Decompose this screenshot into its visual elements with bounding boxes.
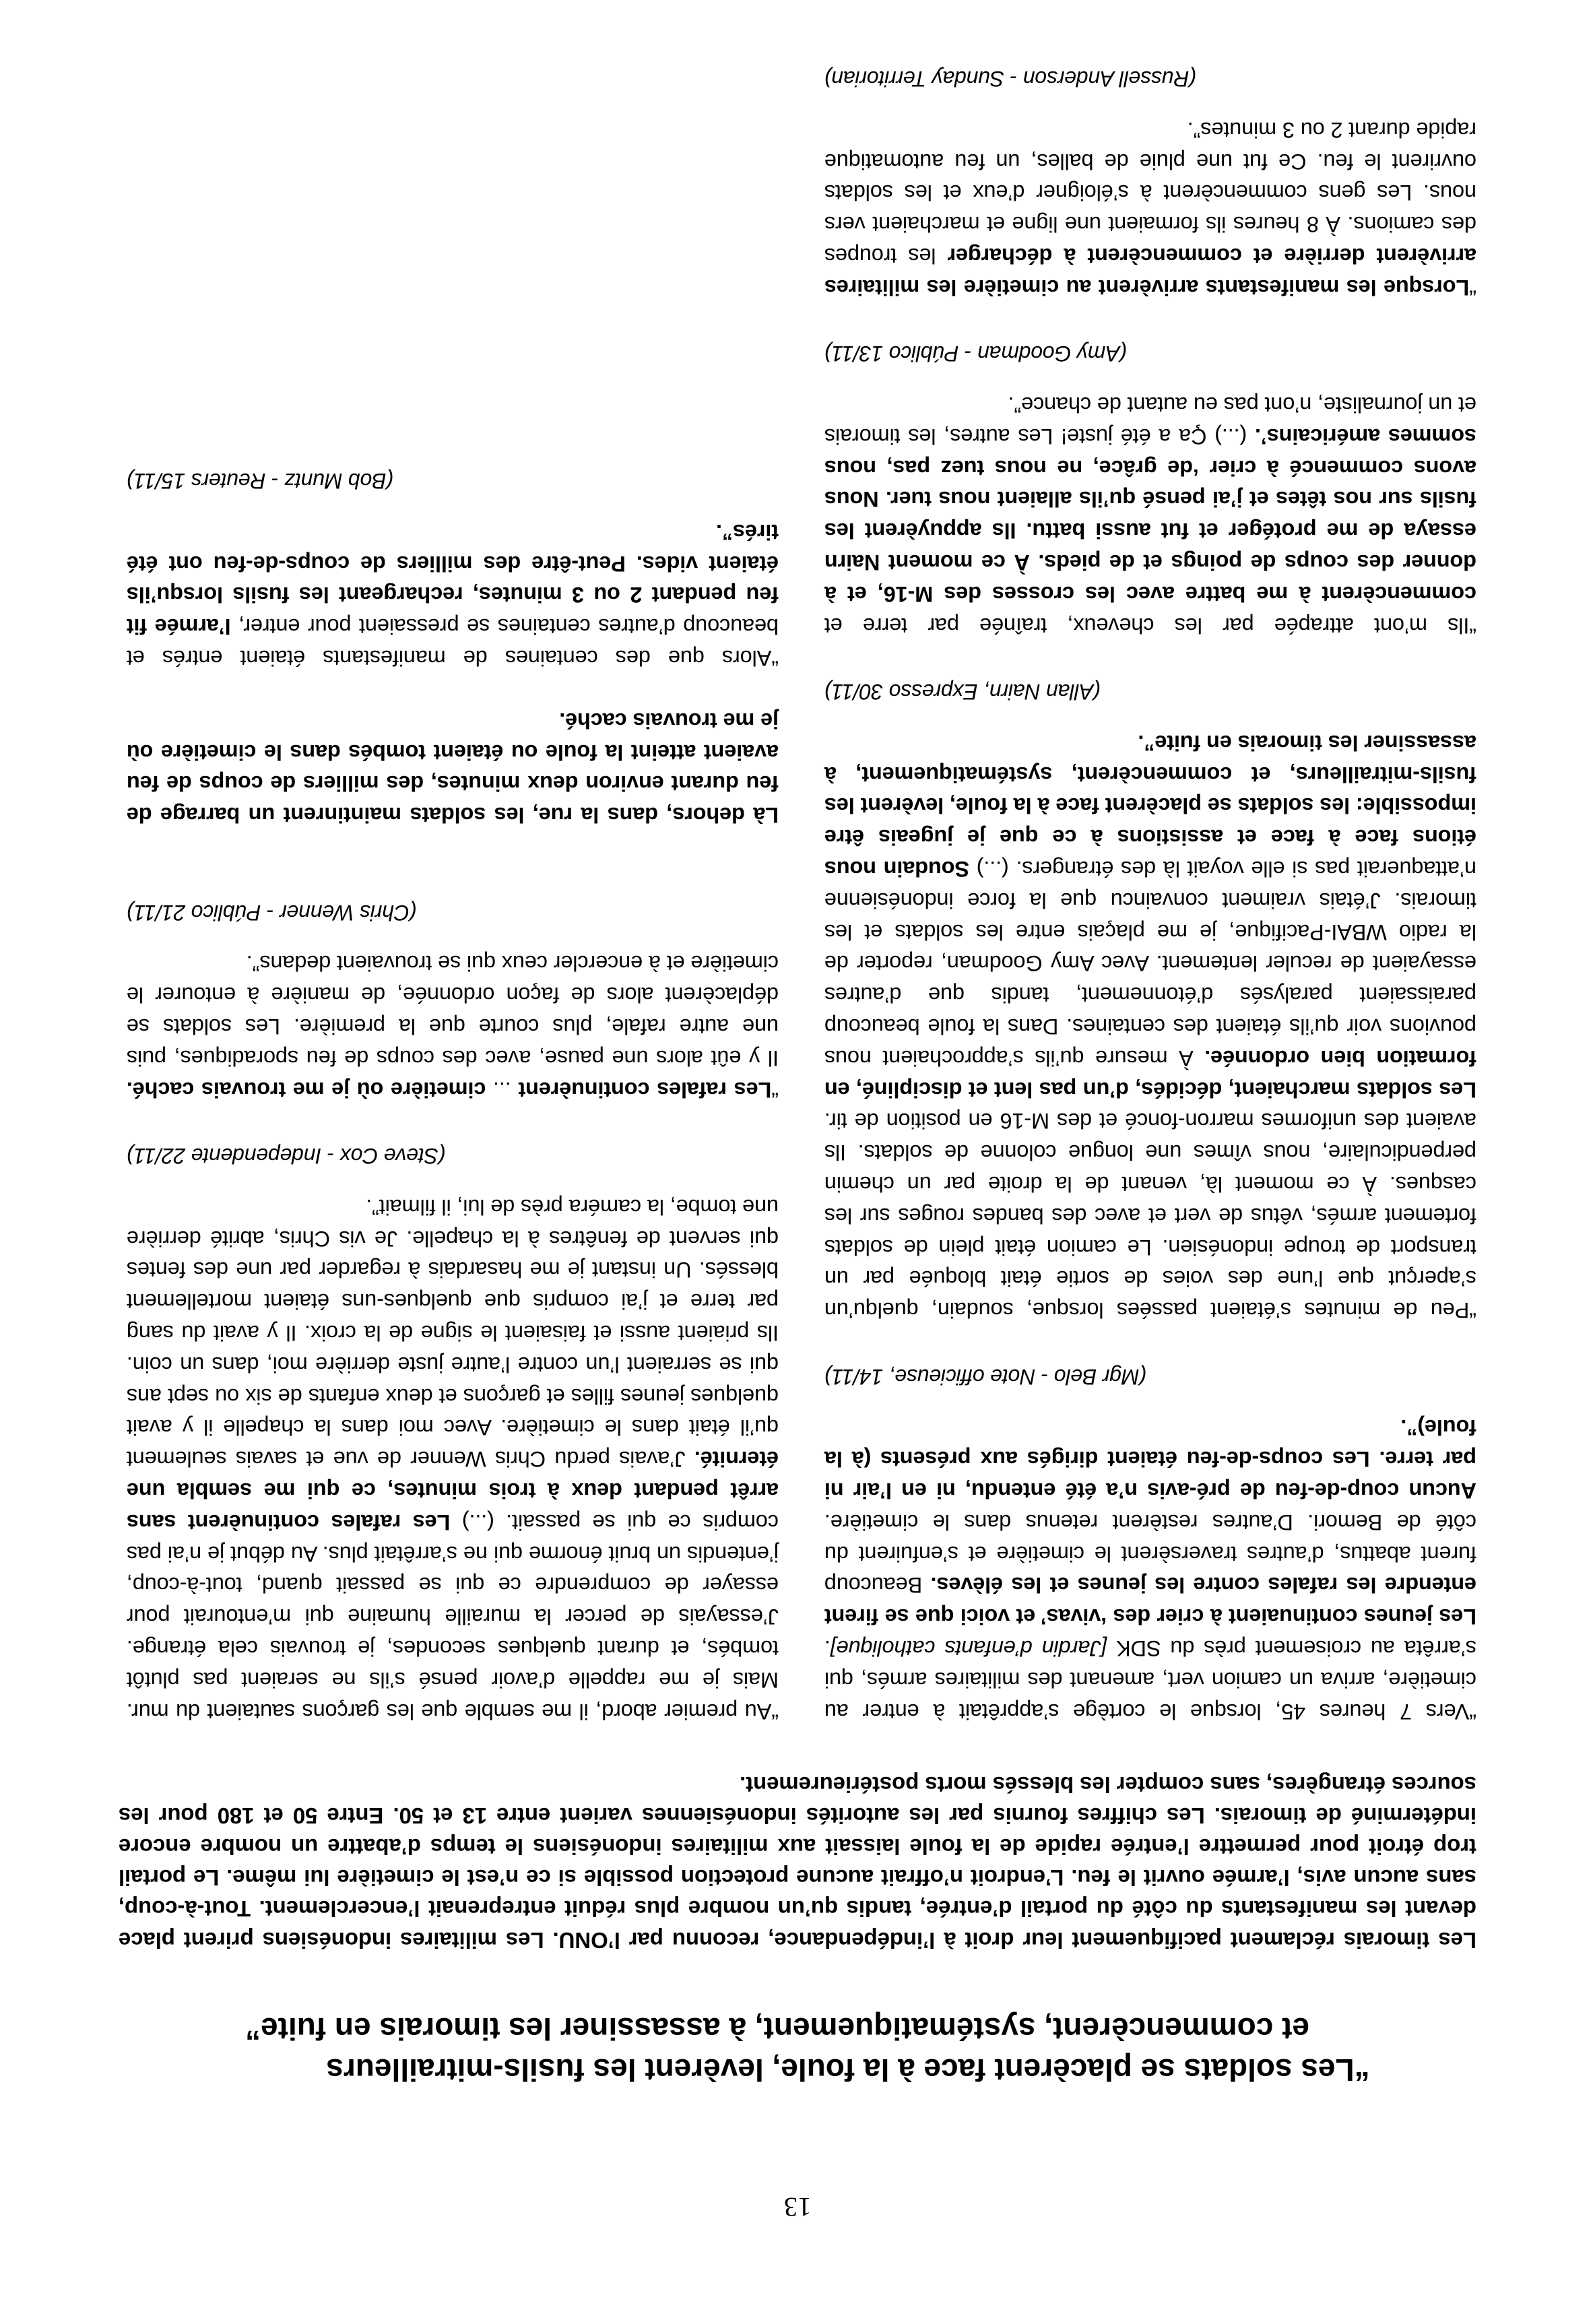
testimony-anderson: “Lorsque les manifestants arrivèrent au cimetière les militaires arrivèrent derrière et commencèrent à décharger les troupes des camions. À 8 heures ils formaient une ligne et marchaient vers nous. Les gens commencèrent à s’éloigner d’eux et les soldats ouvrirent le feu. Ce fut une pluie de balles, un feu automatique rapide durant 2 ou 3 minutes”.: [824, 117, 1476, 300]
testimony-goodman: “Ils m’ont attrapée par les cheveux, traînée par terre et commencèrent à me battre avec les crosses des M-16, et à donner des coups de poings et de pieds. À ce moment Nairn essaya de me protéger et fut aussi battu. Ils appuyèrent les fusils sur nos têtes et j’ai pensé qu’ils allaient nous tuer. Nous avons commencé à crier ‘de grâce, ne nous tuez pas, nous sommes américains’. (...) Ça a été juste! Les autres, les timorais et un journaliste, n’ont pas eu autant de chance”.: [824, 392, 1476, 638]
testimony-wenner: “Les rafales continuèrent ... cimetière où je me trouvais caché. Il y eût alors une pause, avec des coups de feu sporadiques, puis une autre rafale, plus courte que la première. Les soldats se déplacèrent alors de façon ordonnée, de manière à entourer le cimetière et à encercler ceux qui se trouvaient dedans”.: [127, 951, 779, 1102]
testimony-cox: “Au premier abord, il me semble que les garçons sautaient du mur. Mais je me rappelle d’avoir pensé s’ils ne seraient pas plutôt tombés, et durant quelques secondes, je trouvais cela étrange. J’essayais de percer la muraille humaine qui m’entourait pour essayer de comprendre ce qui se passait quand, tout-à-coup, j’entendis un bruit énorme qui ne s’arrêtait plus. Au début je n’ai pas compris ce qui se passait. (...) Les rafales continuèrent sans arrêt pendant deux à trois minutes, ce qui me sembla une éternité. J’avais perdu Chris Wenner de vue et savais seulement qu’il était dans le cimetière. Avec moi dans la chapelle il y avait quelques jeunes filles et garçons et deux enfants de six ou sept ans qui se serraient l’un contre l’autre juste derrière moi, dans un coin. Ils priaient aussi et faisaient le signe de la croix. Il y avait du sang par terre et j’ai compris que quelques-uns étaient mortellement blessés. Un instant je me hasardais à regarder par une des fentes qui servent de fenêtres à la chapelle. Je vis Chris, abrité derrière une tombe, la caméra près de lui, il filmait”.: [127, 1194, 779, 1724]
page-number: 13: [783, 2192, 812, 2222]
source-belo: (Mgr Belo - Note officieuse, 14/11): [824, 1364, 1146, 1389]
testimony-belo: “Vers 7 heures 45, lorsque le cortège s’apprêtait à entrer au cimetière, arriva un camion vert, amenant des militaires armés, qui s’arrêta au croisement près du SDK [Jardin d’enfants catholique]. Les jeunes continuaient à crier des ‘vivas’ et voici que se firent entendre les rafales contre les jeunes et les élèves. Beaucoup furent abattus, d’autres traversèrent le cimetière et s’enfuirent du côté de Bemori. D’autres restèrent retenus dans le cimetière. Aucun coup-de-feu de pré-avis n’a été entendu, ni en l’air ni par terre. Les coups-de-feu étaient dirigés aux présents (à la foule)”.: [824, 1415, 1476, 1724]
source-muntz: (Bob Muntz - Reuters 15/11): [127, 468, 393, 493]
column-left: [824, 28, 1476, 1727]
spacer: [127, 674, 779, 705]
source-anderson: (Russell Anderson - Sunday Territorian): [824, 66, 1196, 91]
testimony-muntz: “Alors que des centaines de manifestants étaient entrés et beaucoup d’autres centaines se pressaient pour entrer, l’armée fit feu pendant 2 ou 3 minutes, rechargeant les fusils lorsqu’ils étaient vides. Peut-être des milliers de coups-de-feu ont été tirés”.: [127, 519, 779, 670]
page-title: [119, 2008, 1476, 2090]
testimony-barrage: Là dehors, dans la rue, les soldats maintinrent un barrage de feu durant environ deux minutes, des milliers de coups de feu avaient atteint la foule ou étaient tombés dans le cimetière où je me trouvais caché.: [127, 708, 779, 828]
headline-line-1: “Les soldats se placèrent face à la foule, levèrent les fusils-mitrailleurs: [326, 2053, 1370, 2088]
lead-paragraph-block: [119, 1769, 1476, 1956]
column-right: [127, 430, 779, 1727]
two-column-body: [119, 28, 1476, 1727]
spacer: [127, 831, 779, 862]
source-cox: (Steve Cox - Independente 22/11): [127, 1143, 446, 1168]
testimony-nairn: “Peu de minutes s’étaient passées lorsque, soudain, quelqu’un s’aperçut que l’une des voies de sortie était bloquée par un transport de troupe indonésien. Le camion était plein de soldats fortement armés, vêtus de vert et avec des bandes rouges sur les casques. À ce moment là, venant de la droite par un chemin perpendiculaire, nous vîmes une longue colonne de soldats. Ils avaient des uniformes marron-foncé et des M-16 en position de tir. Les soldats marchaient, décidés, d’un pas lent et discipliné, en formation bien ordonnée. À mesure qu’ils s’approchaient nous pouvions voir qu’ils étaient des centaines. Dans la foule beaucoup paraissaient paralysés d’étonnement, tandis que d’autres essayaient de reculer lentement. Avec Amy Goodman, reporter de la radio WBAI-Pacifique, je me plaçais entre les soldats et les timorais. J’étais vraiment convaincu que la force indonésienne n’attaquerait pas si elle voyait là des étrangers. (...) Soudain nous étions face à face et assistions à ce que je jugeais être impossible: les soldats se placèrent face à la foule, levèrent les fusils-mitrailleurs, et commencèrent, systématiquement, à assassiner les timorais en fuite”.: [824, 730, 1476, 1323]
source-goodman: (Amy Goodman - Público 13/11): [824, 342, 1127, 366]
source-nairn: (Allan Nairn, Expresso 30/11): [824, 679, 1101, 704]
headline-line-2: et commencèrent, systématiquement, à assassiner les timorais en fuite”: [245, 2011, 1309, 2046]
source-wenner: (Chris Wenner - Público 21/11): [127, 900, 417, 925]
lead-paragraph: Les timorais réclament pacifiquement leur droit à l’indépendance, reconnu par l’ONU. Les militaires indonésiens prirent place devant les manifestants du côté du portail d’entrée, tandis qu’un nombre plus réduit entreprenait l’encerclement. Tout-à-coup, sans aucun avis, l’armée ouvrit le feu. L’endroit n’offrait aucune protection possible si ce n’est le cimetière lui même. Le portail trop étroit pour permettre l’entrée rapide de la foule laissait aux militaires indonésiens le temps d’abattre un nombre encore indéterminé de timorais. Les chiffres fournis par les autorités indonésiennes varient entre 13 et 50. Entre 50 et 180 pour les sources étrangères, sans compter les blessés morts postérieurement.: [119, 1772, 1476, 1953]
